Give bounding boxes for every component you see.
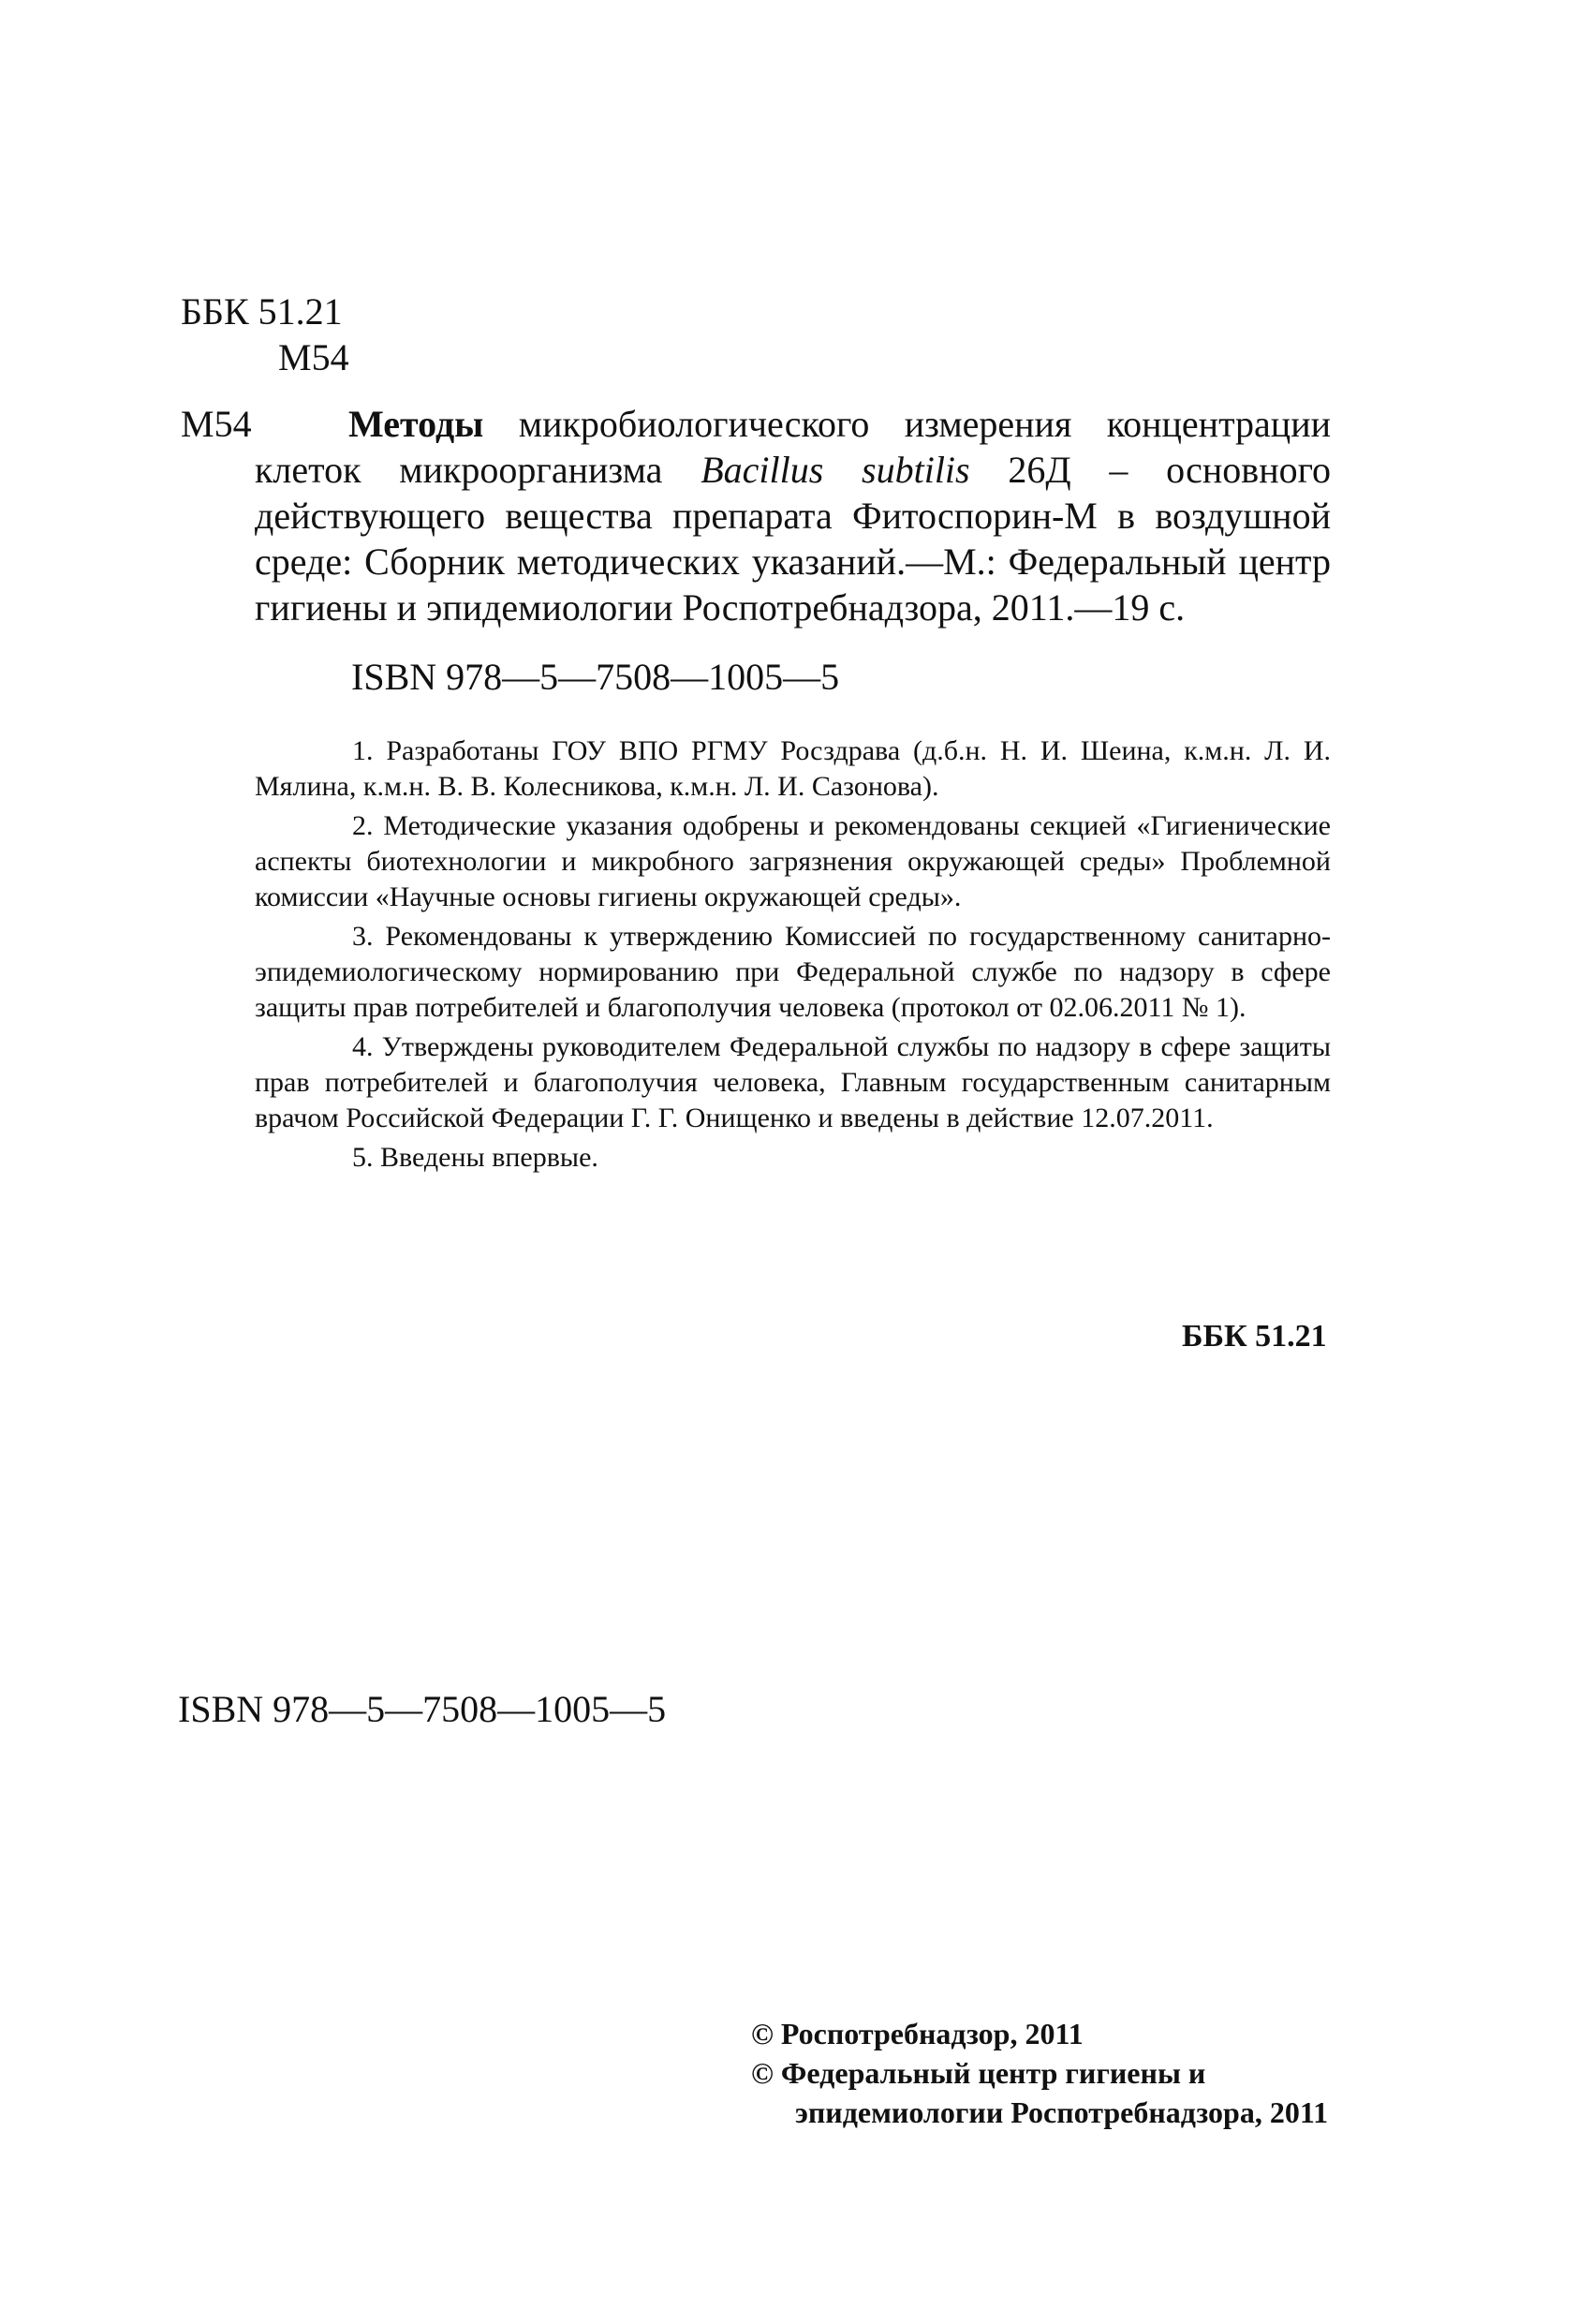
- bibliographic-description: [255, 401, 1331, 630]
- biblio-text-1: микробиологического измерения концентрации клеток микроорганизма: [255, 403, 1332, 491]
- note-item: 1. Разработаны ГОУ ВПО РГМУ Росздрава (д.б.н. Н. И. Шеина, к.м.н. Л. И. Мялина, к.м.н. В. В. Колесникова, к.м.н. Л. И. Сазонова).: [255, 735, 1331, 802]
- note-item: 2. Методические указания одобрены и рекомендованы секцией «Гигиенические аспекты биотехнологии и микробного загрязнения окружающей среды» Проблемной комиссии «Научные основы гигиены окружающей среды».: [255, 810, 1331, 912]
- isbn-bottom: ISBN 978—5—7508—1005—5: [178, 1688, 667, 1730]
- author-mark-header: М54: [278, 336, 349, 378]
- note-item: 4. Утверждены руководителем Федеральной службы по надзору в сфере защиты прав потребителей и благополучия человека, Главным государственным санитарным врачом Российской Федерации Г. Г. Онищенко и введены в действие 12.07.2011.: [255, 1031, 1331, 1133]
- isbn-top: ISBN 978—5—7508—1005—5: [351, 656, 840, 698]
- note-item: 3. Рекомендованы к утверждению Комиссией по государственному санитарно-эпидемиологическому нормированию при Федеральной службе по надзору в сфере защиты прав потребителей и благополучия человека (протокол от 02.06.2011 № 1).: [255, 921, 1331, 1023]
- bbk-index-header: ББК 51.21: [181, 290, 343, 333]
- copyright-block: [751, 2014, 1328, 2132]
- species-name: Bacillus subtilis: [701, 449, 970, 491]
- copyright-line-3: эпидемиологии Роспотребнадзора, 2011: [795, 2095, 1329, 2129]
- publication-notes: [255, 733, 1331, 1179]
- biblio-text-2: 26Д – основного действующего вещества препарата Фитоспорин-М в воздушной среде: Сборник методических указаний.—М.: Федеральный центр гигиены и эпидемиологии Роспотребнадзора, 2011.—19 с.: [255, 449, 1332, 629]
- author-mark-left: М54: [181, 403, 252, 445]
- title-bold-word: Методы: [348, 403, 484, 445]
- note-item: 5. Введены впервые.: [352, 1142, 598, 1173]
- copyright-line-2: © Федеральный центр гигиены и: [751, 2056, 1206, 2090]
- bbk-index-right: ББК 51.21: [1182, 1319, 1327, 1354]
- copyright-line-1: © Роспотребнадзор, 2011: [751, 2017, 1084, 2050]
